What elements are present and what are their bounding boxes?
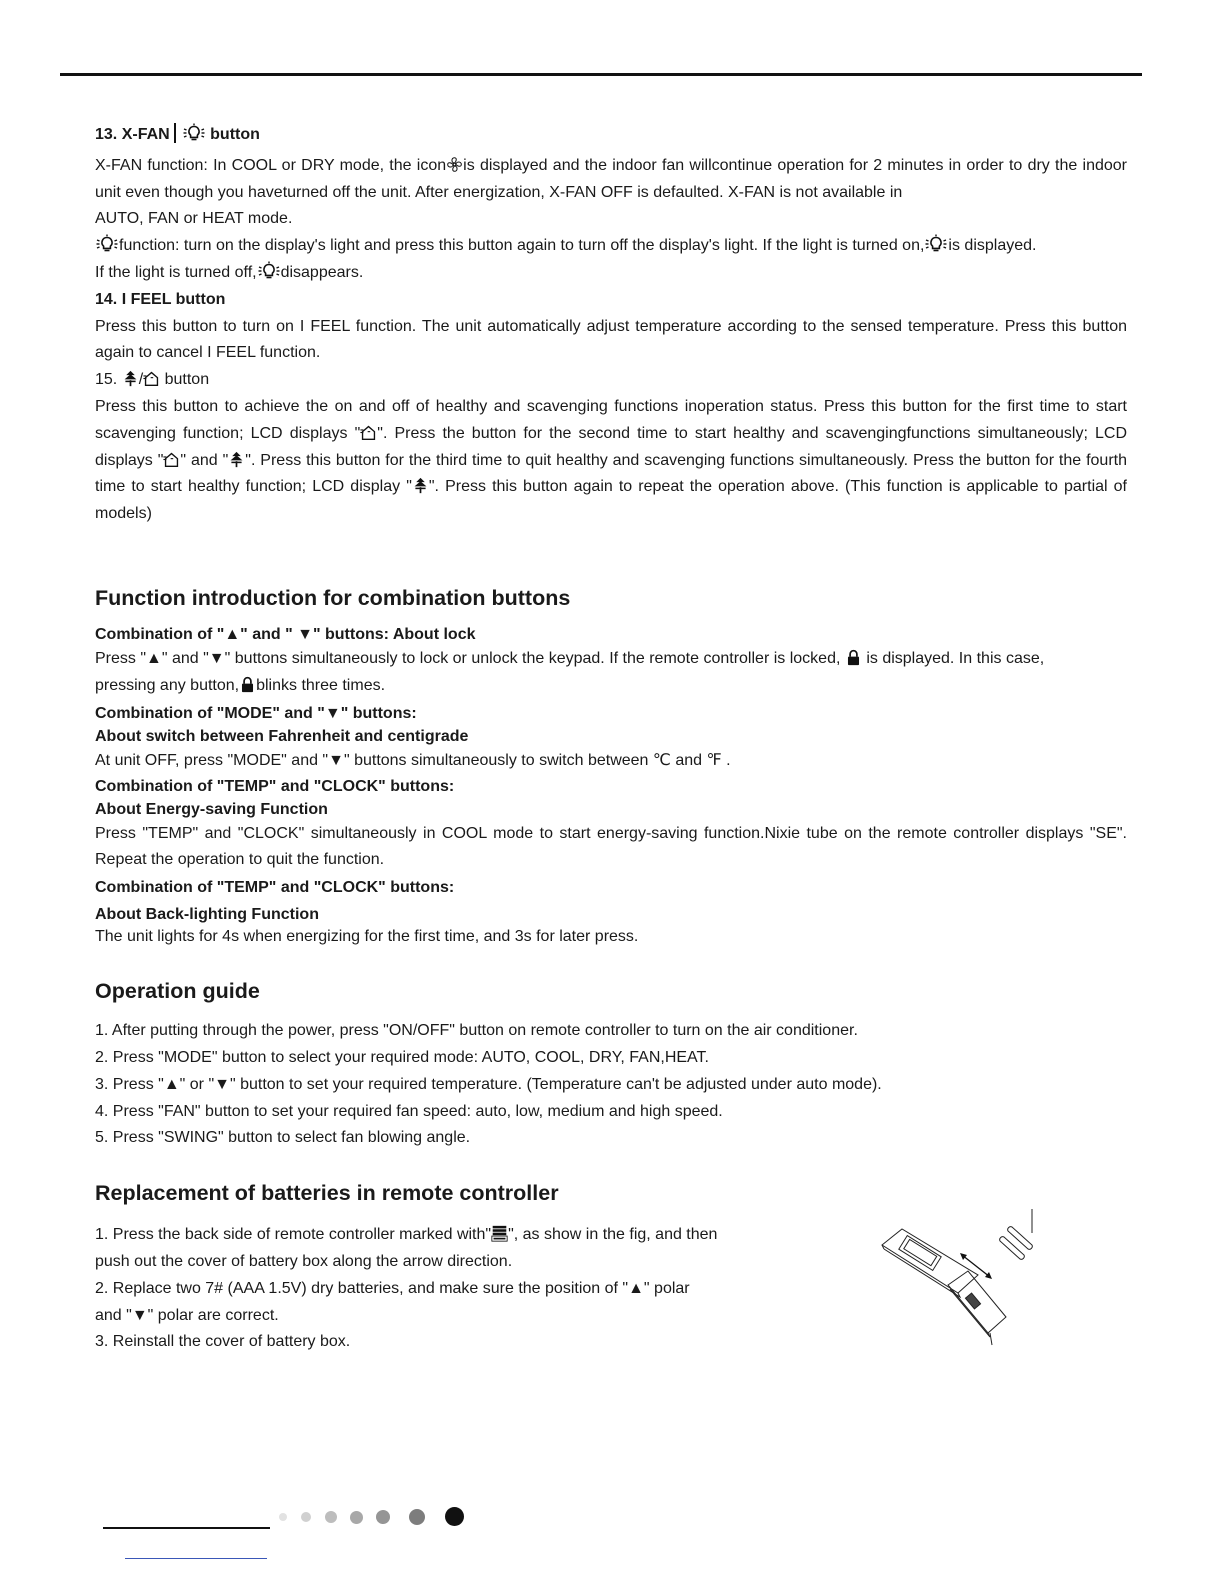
battery-step-1-cont: push out the cover of battery box along the arrow direction. bbox=[95, 1252, 513, 1270]
page-dot bbox=[301, 1512, 311, 1522]
page-dot bbox=[279, 1513, 287, 1521]
section-15-body: Press this button to achieve the on and off of healthy and scavenging functions inoperation status. Press this button for the first time to start scavenging function; LCD displays " ". Press the button for the second time to start healthy and scavengingfunctions simultaneously; LCD displays " " and " ". Press this button for the third time to quit healthy and scavenging functions simultaneously. Press the button for the fourth time to start healthy function; LCD display " ". Press this button again to repeat the operation above. (This function is applicable to partial of models) bbox=[95, 397, 1128, 523]
healthy-tree-icon bbox=[412, 477, 429, 494]
combo-lock-body: Press "▲" and "▼" buttons simultaneously to lock or unlock the keypad. If the remote controller is locked, is displayed. In this case, bbox=[95, 649, 1045, 667]
light-sun-icon bbox=[182, 123, 206, 143]
lock-icon bbox=[239, 676, 256, 693]
combo-energy-title: Combination of "TEMP" and "CLOCK" buttons: bbox=[95, 777, 455, 795]
battery-replacement-figure bbox=[870, 1205, 1060, 1353]
footer-link-rule bbox=[125, 1558, 267, 1559]
section-15-title: 15. / button bbox=[95, 371, 210, 389]
separator-bar bbox=[174, 123, 176, 143]
light-sun-icon bbox=[924, 234, 948, 254]
page-dot bbox=[325, 1511, 337, 1523]
section-13-body: X-FAN function: In COOL or DRY mode, the icon is displayed and the indoor fan willcontinue operation for 2 minutes in order to dry the indoor unit even though you haveturned off the unit. After energization, X-FAN OFF is defaulted. X-FAN is not available in bbox=[95, 156, 1128, 201]
combination-heading: Function introduction for combination buttons bbox=[95, 585, 571, 610]
battery-open-mark-icon bbox=[491, 1225, 508, 1242]
combo-lock-body-end: pressing any button, blinks three times. bbox=[95, 676, 386, 694]
light-sun-icon bbox=[95, 234, 119, 254]
combo-energy-subtitle: About Energy-saving Function bbox=[95, 800, 328, 818]
combo-mode-subtitle: About switch between Fahrenheit and centigrade bbox=[95, 727, 469, 745]
operation-guide-list bbox=[95, 1018, 1127, 1152]
batteries-steps bbox=[95, 1222, 795, 1356]
lock-icon bbox=[845, 649, 862, 666]
combo-energy-body: Press "TEMP" and "CLOCK" simultaneously in COOL mode to start energy-saving function.Nixie tube on the remote controller displays "SE". Repeat the operation to quit the function. bbox=[95, 824, 1127, 869]
scavenging-house-icon bbox=[163, 451, 180, 468]
scavenging-house-icon bbox=[143, 370, 160, 387]
combo-backlight-title: Combination of "TEMP" and "CLOCK" buttons: bbox=[95, 879, 455, 897]
section-14-title: 14. I FEEL button bbox=[95, 290, 226, 308]
remote-controller-illustration bbox=[870, 1205, 1060, 1353]
batteries-heading: Replacement of batteries in remote controller bbox=[95, 1181, 559, 1206]
battery-step-2-cont: and "▼" polar are correct. bbox=[95, 1306, 279, 1324]
combo-backlight-subtitle: About Back-lighting Function bbox=[95, 906, 319, 924]
list-item: 3. Press "▲" or "▼" button to set your required temperature. (Temperature can't be adjusted under auto mode). bbox=[95, 1075, 882, 1093]
section-14-body: Press this button to turn on I FEEL function. The unit automatically adjust temperature according to the sensed temperature. Press this button again to cancel I FEEL function. bbox=[95, 317, 1127, 362]
battery-step-2: 2. Replace two 7# (AAA 1.5V) dry batteries, and make sure the position of "▲" polar bbox=[95, 1279, 690, 1297]
list-item: 4. Press "FAN" button to set your required fan speed: auto, low, medium and high speed. bbox=[95, 1102, 723, 1120]
footer-rule bbox=[103, 1527, 270, 1529]
manual-page-content bbox=[95, 122, 1127, 1356]
healthy-tree-icon bbox=[122, 370, 139, 387]
battery-step-3: 3. Reinstall the cover of battery box. bbox=[95, 1333, 351, 1351]
light-sun-icon bbox=[257, 261, 281, 281]
scavenging-house-icon bbox=[360, 424, 377, 441]
section-13-light-off: If the light is turned off, disappears. bbox=[95, 260, 1127, 287]
combo-backlight-body: The unit lights for 4s when energizing for the first time, and 3s for later press. bbox=[95, 928, 639, 946]
combo-lock-title: Combination of "▲" and " ▼" buttons: About lock bbox=[95, 625, 476, 643]
section-13-body-end: AUTO, FAN or HEAT mode. bbox=[95, 210, 293, 228]
combo-mode-body: At unit OFF, press "MODE" and "▼" buttons simultaneously to switch between ℃ and ℉ . bbox=[95, 751, 731, 769]
section-13-light-text: function: turn on the display's light and press this button again to turn off the display's light. If the light is turned on, is displayed. bbox=[95, 233, 1127, 260]
header-rule bbox=[60, 73, 1142, 76]
x-fan-icon bbox=[446, 156, 463, 173]
page-dot bbox=[350, 1511, 363, 1524]
list-item: 2. Press "MODE" button to select your required mode: AUTO, COOL, DRY, FAN,HEAT. bbox=[95, 1048, 709, 1066]
list-item: 5. Press "SWING" button to select fan blowing angle. bbox=[95, 1129, 471, 1147]
page-indicator bbox=[276, 1504, 476, 1530]
page-dot-current bbox=[445, 1507, 464, 1526]
operation-guide-heading: Operation guide bbox=[95, 979, 260, 1004]
battery-step-1: 1. Press the back side of remote controller marked with" ", as show in the fig, and then bbox=[95, 1226, 718, 1244]
section-13-title: 13. X-FAN button bbox=[95, 122, 1127, 149]
combo-mode-title: Combination of "MODE" and "▼" buttons: bbox=[95, 704, 417, 722]
list-item: 1. After putting through the power, press "ON/OFF" button on remote controller to turn on the air conditioner. bbox=[95, 1022, 858, 1040]
page-dot bbox=[409, 1509, 425, 1525]
healthy-tree-icon bbox=[228, 451, 245, 468]
page-dot bbox=[376, 1510, 390, 1524]
